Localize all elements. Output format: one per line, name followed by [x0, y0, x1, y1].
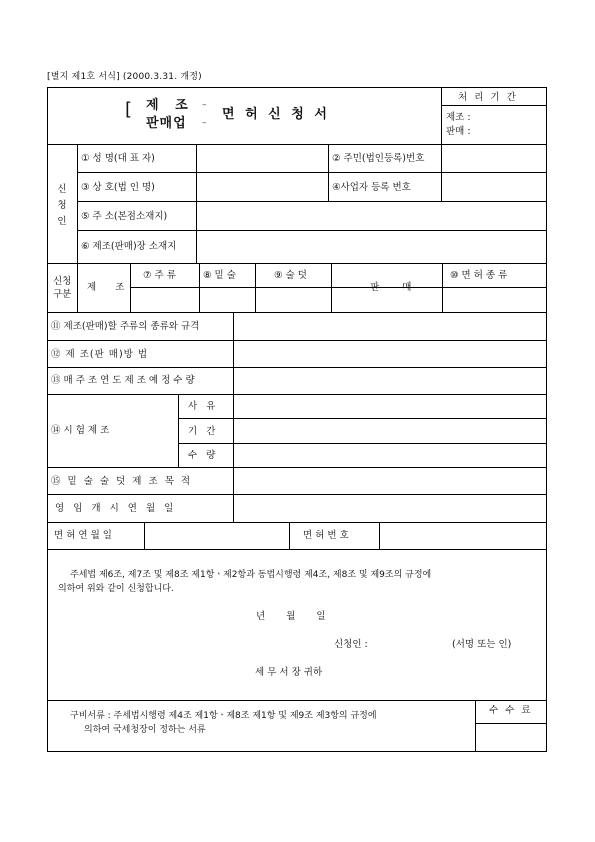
facility-field[interactable] — [197, 231, 546, 262]
license-type-label: ⑩ 면 허 종 류 — [450, 270, 508, 281]
row-16-label: 영 임 개 시 연 월 일 — [55, 503, 177, 514]
reason-label: 사 유 — [188, 401, 219, 412]
row-14-label: ⑭ 시 험 제 조 — [51, 425, 110, 436]
title-dash: – — [202, 118, 207, 128]
resident-no-field[interactable] — [442, 145, 546, 172]
row-12-label: ⑫ 제 조(판 매)방 법 — [51, 349, 149, 360]
statement-line1: 주세법 제6조, 제7조 및 제8조 제1항ㆍ제2항과 동법시행령 제4조, 제8조 및 제9조의 규정에 — [70, 570, 432, 580]
facility-label: ⑥ 제조(판매)장 소재지 — [81, 241, 177, 252]
addressee: 세 무 서 장 귀하 — [255, 667, 323, 678]
quantity-label: 수 량 — [188, 450, 219, 461]
trade-name-field[interactable] — [197, 173, 327, 200]
yeast-label: ⑧ 밑 술 — [203, 270, 236, 281]
license-date-label: 면 허 연 월 일 — [54, 530, 112, 541]
trade-name-label: ③ 상 호(법 인 명) — [81, 182, 155, 193]
license-no-label: 면 허 번 호 — [303, 530, 349, 541]
processing-period-label: 처 리 기 간 — [458, 92, 518, 103]
address-field[interactable] — [197, 202, 546, 229]
applicant-label: 신 청 인 — [57, 184, 67, 227]
title-manufacture: 제 조 — [146, 98, 194, 113]
manufacture-label: 제 조 — [87, 282, 133, 293]
business-no-label: ④사업자 등록 번호 — [332, 182, 411, 193]
signature-note: (서명 또는 인) — [452, 639, 512, 650]
category-label: 신청 — [53, 276, 72, 287]
applicant-sign-label: 신청인 : — [334, 639, 368, 650]
period-label: 기 간 — [188, 426, 219, 437]
business-no-field[interactable] — [442, 173, 546, 200]
processing-manufacture: 제조 : — [446, 112, 471, 123]
application-date: 년 월 일 — [256, 611, 326, 622]
resident-no-label: ② 주민(법인등록)번호 — [332, 153, 425, 164]
page-title: 면 허 신 청 서 — [222, 107, 330, 122]
row-15-label: ⑮ 밑 술 술 덧 제 조 목 적 — [51, 476, 193, 487]
divider — [441, 105, 546, 106]
title-dash: – — [202, 100, 207, 110]
statement-line2: 의하여 위와 같이 신청합니다. — [58, 584, 174, 594]
required-docs-line1: 구비서류 : 주세법시행령 제4조 제1항ㆍ제8조 제1항 및 제9조 제3항의 규정에 — [70, 711, 377, 721]
divider — [441, 88, 442, 144]
row-11-label: ⑪ 제조(판매)할 주류의 종류와 규격 — [51, 321, 200, 332]
form-header: [별지 제1호 서식] (2000.3.31. 개정) — [47, 72, 202, 82]
row-13-label: ⑬ 매 주 조 연 도 제 조 예 정 수 량 — [51, 375, 195, 386]
name-label: ① 성 명(대 표 자) — [81, 153, 155, 164]
required-docs-line2: 의하여 국세청장이 정하는 서류 — [84, 725, 206, 735]
sale-label: 판 매 — [370, 282, 422, 293]
processing-sale: 판매 : — [446, 126, 471, 137]
nuruk-label: ⑨ 술 덧 — [274, 270, 307, 281]
liquor-type-label: ⑦ 주 류 — [143, 270, 176, 281]
title-bracket: [ — [125, 99, 133, 120]
address-label: ⑤ 주 소(본점소재지) — [81, 211, 168, 222]
title-sale: 판매업 — [146, 116, 187, 131]
category-label: 구분 — [53, 289, 72, 300]
name-field[interactable] — [197, 145, 327, 172]
fee-label: 수 수 료 — [489, 705, 533, 716]
